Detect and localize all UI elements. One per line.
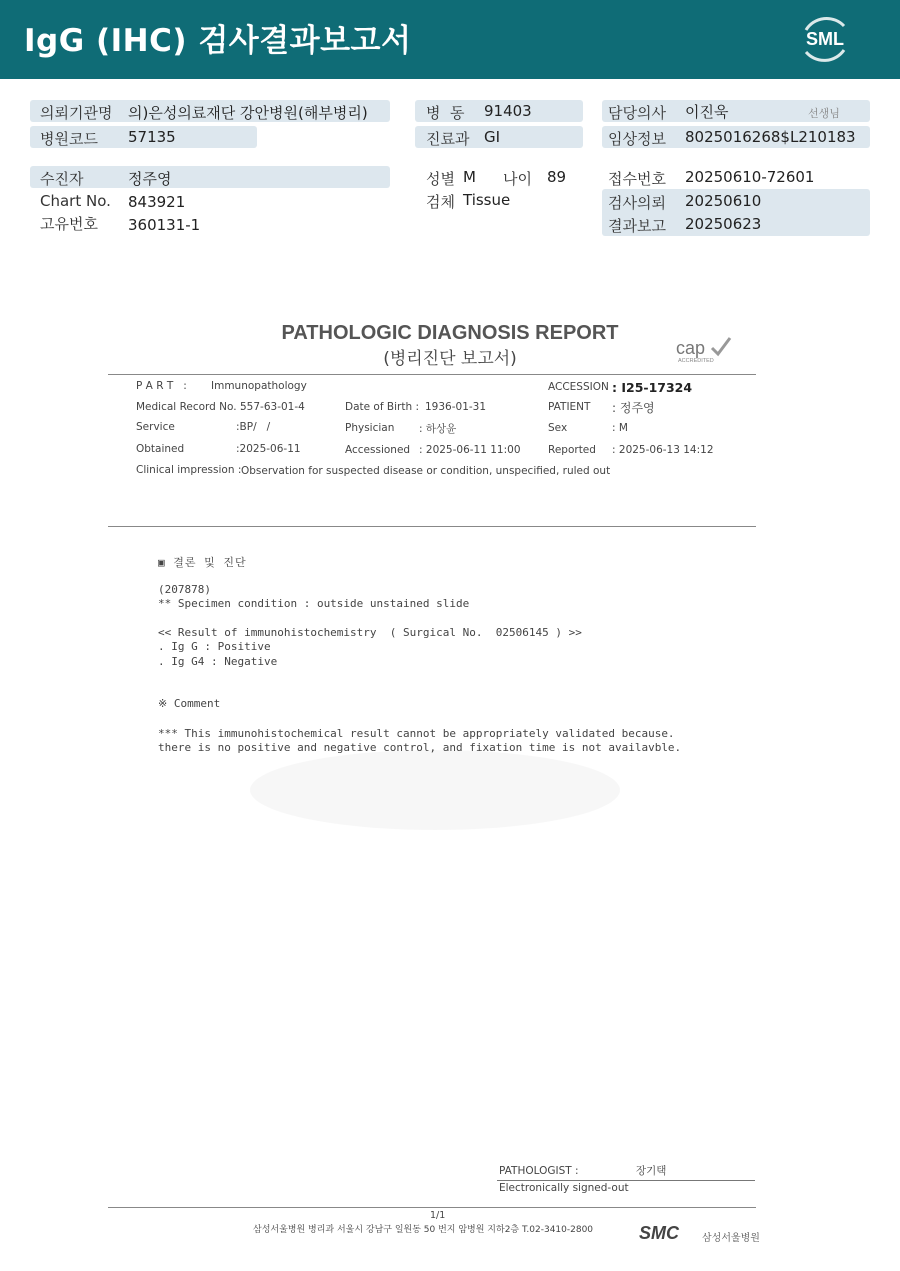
age-value: 89 bbox=[547, 168, 567, 186]
section-title: ▣ 결론 및 진단 bbox=[158, 556, 247, 569]
body-line-3: << Result of immunohistochemistry ( Surgical No. 02506145 ) >> bbox=[158, 626, 582, 639]
sex-value-r: : M bbox=[612, 422, 628, 434]
physician-name: 하상윤 bbox=[425, 423, 457, 435]
request-org-label: 의뢰기관명 bbox=[40, 104, 113, 122]
result-date-value: 20250623 bbox=[685, 215, 762, 233]
sex-label-r: Sex bbox=[548, 422, 568, 434]
dob-label: Date of Birth : bbox=[345, 401, 419, 413]
req-date-value: 20250610 bbox=[685, 192, 762, 210]
smc-name: 삼성서울병원 bbox=[702, 1233, 760, 1244]
service-text: BP/ / bbox=[239, 421, 271, 433]
service-label: Service bbox=[136, 421, 175, 433]
sex-value: M bbox=[463, 168, 476, 186]
body-line-2: ** Specimen condition : outside unstained slide bbox=[158, 597, 470, 610]
smc-logo: SMC bbox=[639, 1223, 679, 1243]
physician-value: : 하상윤 bbox=[419, 423, 457, 435]
comment-line-1: *** This immunohistochemical result cannot be appropriately validated because. bbox=[158, 727, 675, 740]
receipt-value: 20250610-72601 bbox=[685, 168, 815, 186]
divider-top bbox=[108, 374, 756, 375]
hospital-code-value: 57135 bbox=[128, 128, 176, 146]
patient-name: 정주영 bbox=[619, 401, 655, 415]
reported-label: Reported bbox=[548, 444, 596, 456]
divider-middle bbox=[108, 526, 756, 527]
dept-value: GI bbox=[484, 128, 501, 146]
comment-line-2: there is no positive and negative control, and fixation time is not availavble. bbox=[158, 741, 682, 754]
clinical-label: 임상정보 bbox=[608, 130, 666, 148]
footer-address: 삼성서울병원 병리과 서울시 강남구 일원동 50 번지 암병원 지하2층 T.02-3410-2800 bbox=[253, 1225, 594, 1235]
accessioned-label: Accessioned bbox=[345, 444, 411, 456]
accession-value: : I25-17324 bbox=[612, 380, 693, 395]
cap-sub: ACCREDITED bbox=[678, 358, 714, 364]
patient-label: 수진자 bbox=[40, 170, 84, 188]
receipt-label: 접수번호 bbox=[608, 170, 666, 188]
hospital-code-label: 병원코드 bbox=[40, 130, 98, 148]
dob-value: 1936-01-31 bbox=[425, 401, 487, 413]
accessioned-text: 2025-06-11 11:00 bbox=[425, 444, 521, 456]
obtained-value: :2025-06-11 bbox=[236, 443, 301, 455]
impression-value: Observation for suspected disease or condition, unspecified, ruled out bbox=[241, 465, 611, 477]
patient-value: 정주영 bbox=[128, 170, 172, 188]
unique-label: 고유번호 bbox=[40, 215, 98, 233]
logo-text: SML bbox=[806, 29, 844, 49]
patient-bar bbox=[30, 166, 390, 188]
body-line-1: (207878) bbox=[158, 583, 211, 596]
ward-label: 병 동 bbox=[426, 104, 465, 122]
cap-accredited-logo bbox=[674, 334, 734, 364]
reported-value: : 2025-06-13 14:12 bbox=[612, 444, 714, 456]
age-label: 나이 bbox=[503, 170, 532, 188]
sex-label: 성별 bbox=[426, 170, 455, 188]
signature-line bbox=[497, 1180, 755, 1181]
pathologist-name: 장기택 bbox=[636, 1165, 667, 1177]
result-date-label: 결과보고 bbox=[608, 217, 666, 235]
body-line-4: . Ig G : Positive bbox=[158, 640, 271, 653]
obtained-text: 2025-06-11 bbox=[239, 443, 301, 455]
reported-text: 2025-06-13 14:12 bbox=[618, 444, 714, 456]
obtained-label: Obtained bbox=[136, 443, 185, 455]
accession-number: I25-17324 bbox=[621, 380, 693, 395]
unique-value: 360131-1 bbox=[128, 216, 201, 234]
signed-out-text: Electronically signed-out bbox=[499, 1182, 629, 1194]
watermark-logo bbox=[245, 745, 625, 835]
doctor-value: 이진욱 bbox=[685, 103, 729, 121]
sml-logo bbox=[796, 12, 854, 66]
part-value: Immunopathology bbox=[211, 380, 307, 392]
mrn-label: Medical Record No. : bbox=[136, 401, 244, 413]
impression-label: Clinical impression : bbox=[136, 464, 242, 476]
page-number: 1/1 bbox=[430, 1210, 446, 1221]
patient-label-r: PATIENT bbox=[548, 401, 591, 413]
chart-value: 843921 bbox=[128, 193, 186, 211]
request-org-value: 의)은성의료재단 강안병원(해부병리) bbox=[128, 104, 368, 122]
mrn-value: 557-63-01-4 bbox=[240, 401, 305, 413]
clinical-value: 8025016268$L210183 bbox=[685, 128, 856, 146]
part-label: P A R T : bbox=[136, 380, 187, 392]
patient-value-r: : 정주영 bbox=[612, 401, 655, 415]
report-subtitle: (병리진단 보고서) bbox=[383, 349, 517, 369]
specimen-value: Tissue bbox=[463, 191, 511, 209]
ward-value: 91403 bbox=[484, 102, 532, 120]
dept-label: 진료과 bbox=[426, 130, 470, 148]
body-line-5: . Ig G4 : Negative bbox=[158, 655, 278, 668]
chart-label: Chart No. bbox=[40, 192, 111, 210]
service-value: :BP/ / bbox=[236, 421, 271, 433]
page-title: IgG (IHC) 검사결과보고서 bbox=[24, 23, 412, 59]
req-date-label: 검사의뢰 bbox=[608, 194, 666, 212]
cap-text: cap bbox=[676, 338, 706, 358]
doctor-suffix: 선생님 bbox=[808, 107, 840, 120]
divider-bottom bbox=[108, 1207, 756, 1208]
doctor-label: 담당의사 bbox=[608, 104, 666, 122]
physician-label: Physician bbox=[345, 422, 395, 434]
report-title: PATHOLOGIC DIAGNOSIS REPORT bbox=[281, 322, 619, 344]
accession-label: ACCESSION bbox=[548, 381, 609, 393]
specimen-label: 검체 bbox=[426, 193, 455, 211]
pathologist-label: PATHOLOGIST : bbox=[499, 1165, 579, 1177]
comment-title: ※ Comment bbox=[158, 697, 221, 710]
sex-text: M bbox=[618, 422, 628, 434]
accessioned-value: : 2025-06-11 11:00 bbox=[419, 444, 521, 456]
